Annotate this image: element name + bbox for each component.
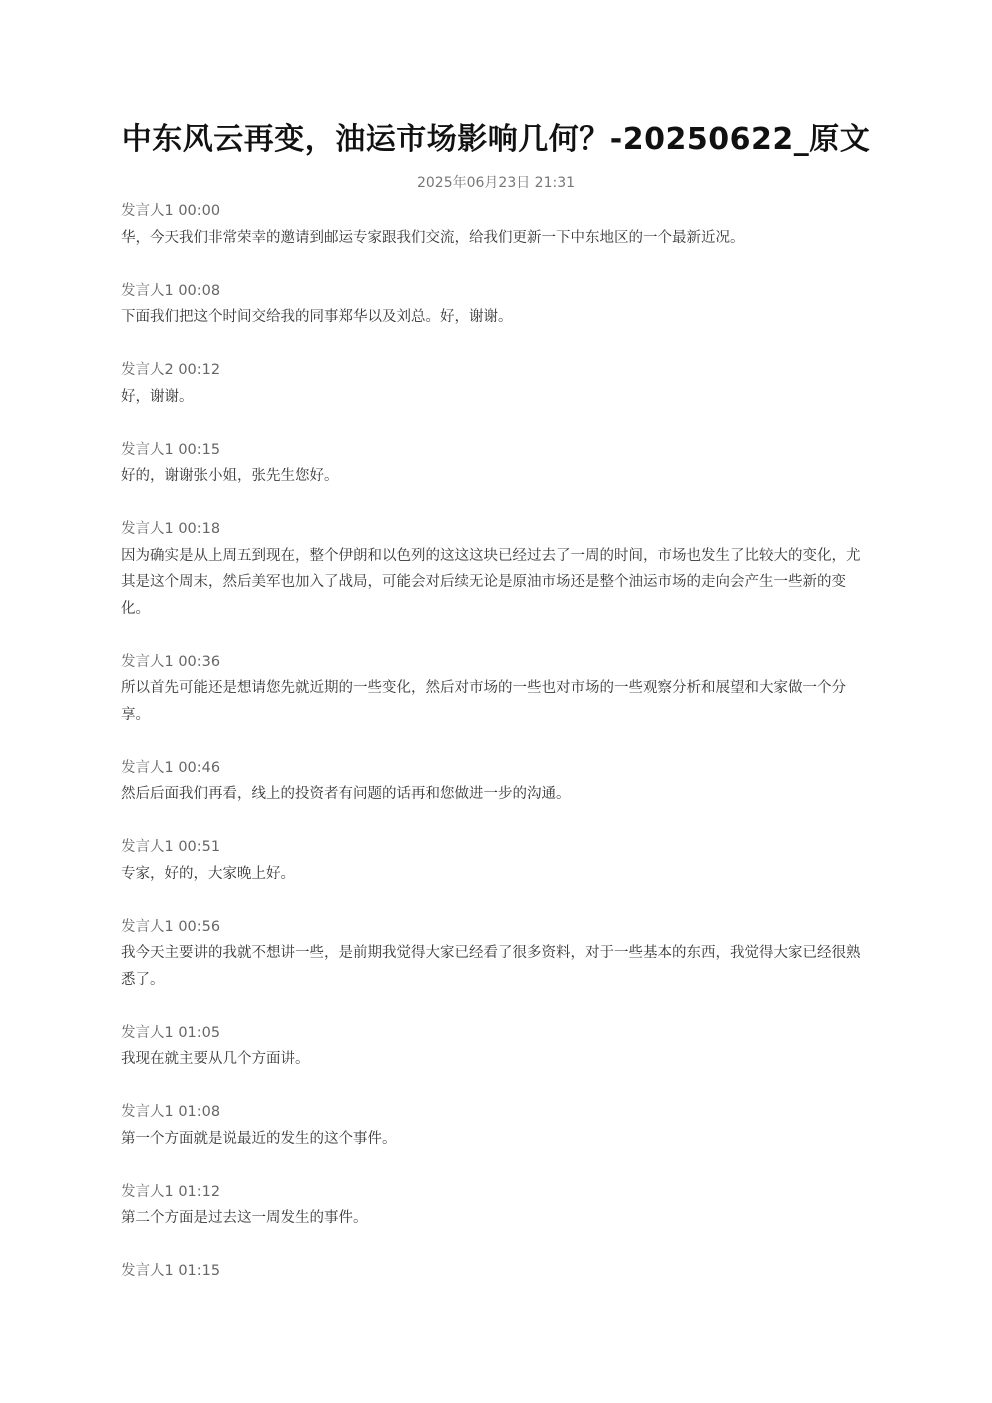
speaker-timestamp: 发言人2 00:12 [121,362,221,378]
speaker-timestamp: 发言人1 00:00 [121,203,221,219]
transcript-entry [121,516,873,622]
transcript-entry [121,198,873,251]
utterance-text: 因为确实是从上周五到现在，整个伊朗和以色列的这这这块已经过去了一周的时间，市场也发生了比较大的变化，尤其是这个周末，然后美军也加入了战局，可能会对后续无论是原油市场还是整个油运市场的走向会产生一些新的变化。 [121,547,861,617]
document-title: 中东风云再变，油运市场影响几何？-20250622_原文 [121,122,871,157]
speaker-timestamp: 发言人1 00:18 [121,521,221,537]
transcript-entry [121,914,873,994]
transcript-entry [121,437,873,490]
transcript-entry [121,1179,873,1232]
utterance-text: 好的，谢谢张小姐，张先生您好。 [121,468,339,484]
speaker-timestamp: 发言人1 01:12 [121,1183,221,1200]
transcript-entry [121,1258,873,1285]
utterance-text: 好，谢谢。 [121,388,194,405]
utterance-text: 然后后面我们再看，线上的投资者有问题的话再和您做进一步的沟通。 [121,786,571,802]
utterance-text: 第一个方面就是说最近的发生的这个事件。 [121,1130,397,1147]
utterance-text: 我今天主要讲的我就不想讲一些，是前期我觉得大家已经看了很多资料，对于一些基本的东西，我觉得大家已经很熟悉了。 [121,945,861,988]
transcript-entry [121,834,873,887]
transcript-entry [121,278,873,331]
transcript-entry [121,1099,873,1152]
speaker-timestamp: 发言人1 00:15 [121,441,221,458]
transcript-entry [121,649,873,729]
speaker-timestamp: 发言人1 01:05 [121,1024,221,1041]
utterance-text: 我现在就主要从几个方面讲。 [121,1051,310,1067]
transcript-entry [121,755,873,808]
speaker-timestamp: 发言人1 00:36 [121,653,221,670]
transcript-entry [121,357,873,410]
speaker-timestamp: 发言人1 01:08 [121,1104,221,1120]
transcript [121,198,873,1311]
utterance-text: 第二个方面是过去这一周发生的事件。 [121,1210,368,1226]
document-datetime: 2025年06月23日 21:31 [416,175,576,191]
speaker-timestamp: 发言人1 00:51 [121,839,221,855]
transcript-entry [121,1020,873,1073]
utterance-text: 专家，好的，大家晚上好。 [121,865,295,882]
speaker-timestamp: 发言人1 00:08 [121,282,221,299]
speaker-timestamp: 发言人1 00:46 [121,759,221,776]
utterance-text: 华，今天我们非常荣幸的邀请到邮运专家跟我们交流，给我们更新一下中东地区的一个最新近况。 [121,229,745,246]
speaker-timestamp: 发言人1 01:15 [121,1263,221,1279]
utterance-text: 所以首先可能还是想请您先就近期的一些变化，然后对市场的一些也对市场的一些观察分析和展望和大家做一个分享。 [121,680,846,723]
speaker-timestamp: 发言人1 00:56 [121,918,221,935]
utterance-text: 下面我们把这个时间交给我的同事郑华以及刘总。好，谢谢。 [121,309,513,325]
